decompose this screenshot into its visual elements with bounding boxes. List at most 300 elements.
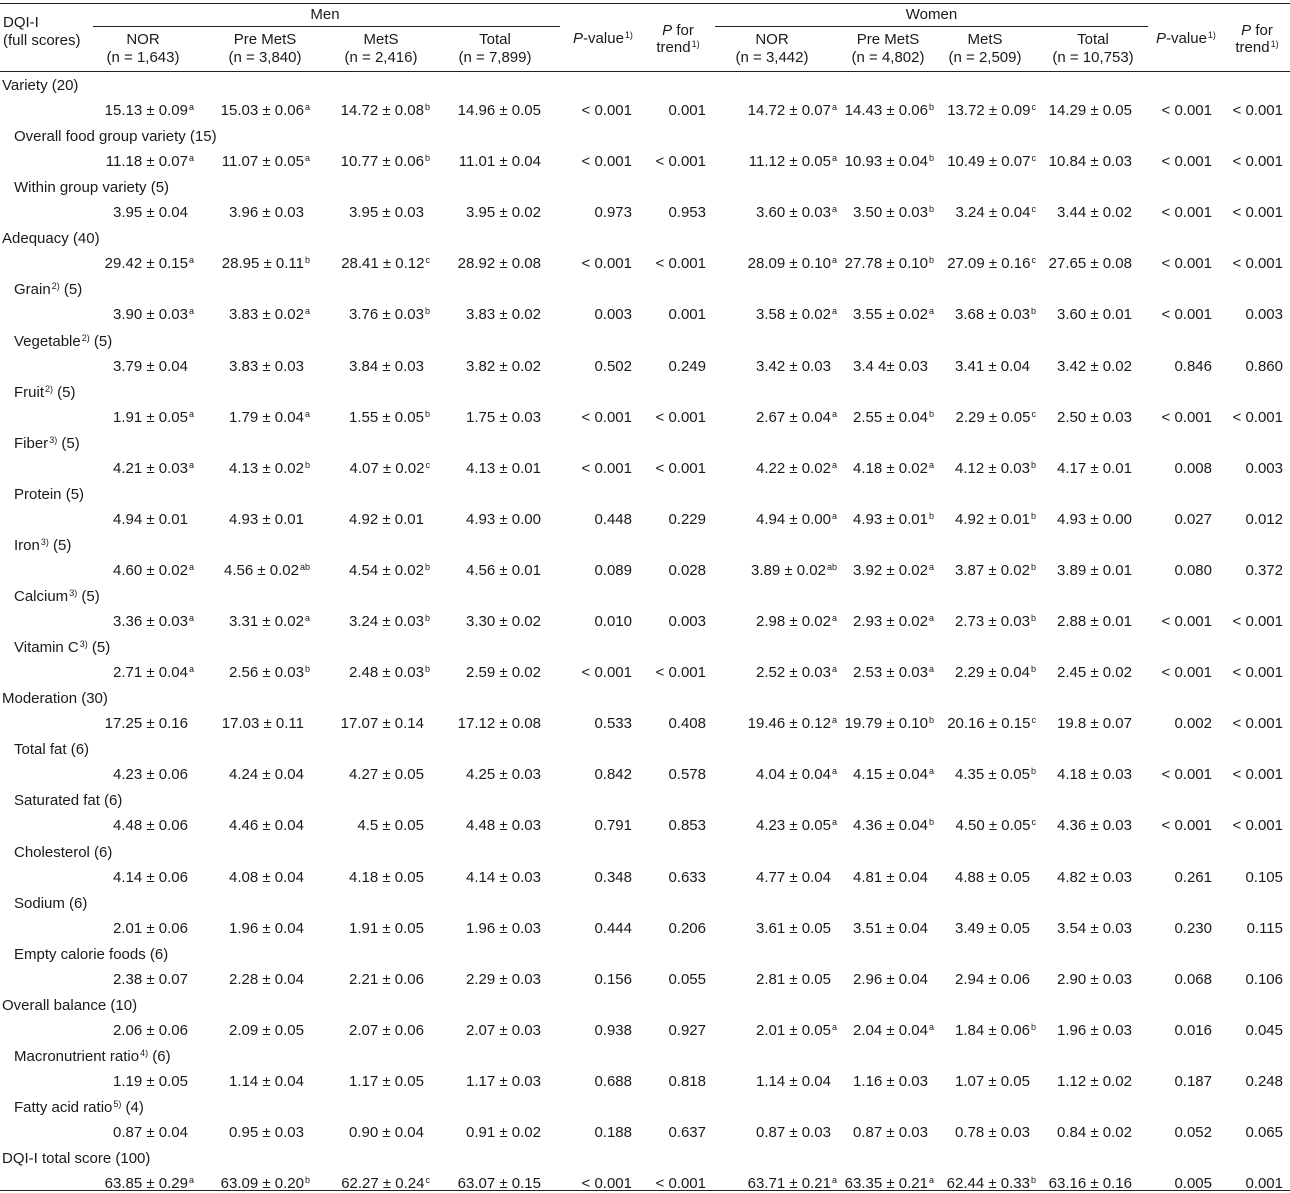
cell-value: 0.87 ± 0.04 xyxy=(113,1124,188,1141)
cell-value: 4.14 ± 0.06 xyxy=(113,869,188,886)
men-value-cell xyxy=(170,920,310,937)
cell-value: 3.58 ± 0.02 xyxy=(756,306,831,323)
cell-value: 63.09 ± 0.20 xyxy=(220,1175,304,1192)
cell-value: 1.07 ± 0.05 xyxy=(955,1073,1030,1090)
men-ptrend-cell: 0.633 xyxy=(668,869,706,886)
row-label-footnote: 2) xyxy=(51,281,60,291)
cell-superscript: b xyxy=(1030,511,1036,521)
row-label-score: (5) xyxy=(48,537,72,554)
cell-value: 15.03 ± 0.06 xyxy=(220,102,304,119)
men-col-header-n: (n = 3,840) xyxy=(228,49,302,66)
row-label-score: (4) xyxy=(121,1099,144,1116)
cell-value: 28.95 ± 0.11 xyxy=(221,255,304,272)
men-pvalue-cell: 0.010 xyxy=(594,613,632,630)
cell-value: 1.91 ± 0.05 xyxy=(349,920,424,937)
row-label-text: Sodium (6) xyxy=(14,895,88,912)
women-ptrend-cell: < 0.001 xyxy=(1232,766,1283,783)
cell-value: 4.24 ± 0.04 xyxy=(229,766,304,783)
row-label-text: Fruit xyxy=(14,384,44,401)
men-col-header-n: (n = 1,643) xyxy=(106,49,180,66)
men-value-cell xyxy=(407,869,547,886)
men-value-cell xyxy=(407,1022,547,1039)
cell-superscript: a xyxy=(831,102,837,112)
cell-value: 4.18 ± 0.02 xyxy=(853,460,928,477)
men-pvalue-cell: 0.533 xyxy=(594,715,632,732)
cell-superscript: c xyxy=(1031,255,1036,265)
cell-value: 1.55 ± 0.05 xyxy=(349,409,424,426)
cell-value: 20.16 ± 0.15 xyxy=(947,715,1031,732)
row-label-text: Iron xyxy=(14,537,40,554)
women-col-header-n: (n = 10,753) xyxy=(1052,49,1134,66)
row-label-text: Overall food group variety (15) xyxy=(14,128,217,145)
row-label-text: Overall balance (10) xyxy=(2,997,138,1014)
cell-value: 4.54 ± 0.02 xyxy=(349,562,424,579)
men-ptrend-cell: 0.028 xyxy=(668,562,706,579)
men-col-header-n: (n = 2,416) xyxy=(344,49,418,66)
cell-superscript: a xyxy=(831,255,837,265)
cell-value: 4.50 ± 0.05 xyxy=(955,817,1031,834)
row-label-score: (6) xyxy=(148,1048,171,1065)
cell-value: 11.07 ± 0.05 xyxy=(221,153,304,170)
row-label xyxy=(2,77,78,94)
women-pvalue-cell: 0.261 xyxy=(1174,869,1212,886)
women-ptrend-cell: 0.003 xyxy=(1245,306,1283,323)
men-value-cell xyxy=(170,306,310,323)
men-value-cell xyxy=(407,409,547,426)
men-pvalue-cell: 0.348 xyxy=(594,869,632,886)
men-value-cell xyxy=(407,102,547,119)
cell-superscript: b xyxy=(1030,562,1036,572)
cell-value: 4.46 ± 0.04 xyxy=(229,817,304,834)
women-value-cell xyxy=(998,306,1138,323)
cell-value: 0.87 ± 0.03 xyxy=(853,1124,928,1141)
cell-superscript: a xyxy=(188,102,194,112)
men-pvalue-cell: < 0.001 xyxy=(581,460,632,477)
cell-value: 3.79 ± 0.04 xyxy=(113,358,188,375)
row-label-text: Moderation (30) xyxy=(2,690,108,707)
cell-value: 2.45 ± 0.02 xyxy=(1057,664,1132,681)
cell-value: 4.94 ± 0.00 xyxy=(756,511,831,528)
cell-value: 4.27 ± 0.05 xyxy=(349,766,424,783)
cell-superscript: b xyxy=(304,664,310,674)
women-col-header-n: (n = 2,509) xyxy=(948,49,1022,66)
women-ptrend-cell: < 0.001 xyxy=(1232,817,1283,834)
women-value-cell xyxy=(998,1022,1138,1039)
cell-value: 1.12 ± 0.02 xyxy=(1057,1073,1132,1090)
cell-superscript: a xyxy=(831,204,837,214)
women-pvalue-cell: 0.068 xyxy=(1174,971,1212,988)
cell-value: 3.36 ± 0.03 xyxy=(113,613,188,630)
cell-value: 3.83 ± 0.02 xyxy=(466,306,541,323)
cell-value: 3.24 ± 0.03 xyxy=(349,613,424,630)
cell-value: 2.98 ± 0.02 xyxy=(756,613,831,630)
men-value-cell xyxy=(170,613,310,630)
men-value-cell xyxy=(407,971,547,988)
women-pvalue-cell: < 0.001 xyxy=(1161,102,1212,119)
cell-value: 11.12 ± 0.05 xyxy=(748,153,831,170)
cell-value: 1.16 ± 0.03 xyxy=(853,1073,928,1090)
cell-superscript: a xyxy=(831,817,837,827)
row-label xyxy=(14,588,100,605)
cell-value: 11.18 ± 0.07 xyxy=(105,153,188,170)
women-pvalue-cell: < 0.001 xyxy=(1161,817,1212,834)
men-ptrend-cell: 0.003 xyxy=(668,613,706,630)
cell-value: 4.56 ± 0.02 xyxy=(224,562,299,579)
women-ptrend-cell: < 0.001 xyxy=(1232,102,1283,119)
cell-superscript: a xyxy=(188,460,194,470)
men-value-cell xyxy=(170,358,310,375)
cell-value: 13.72 ± 0.09 xyxy=(947,102,1031,119)
header-bottom-rule xyxy=(0,71,1290,72)
cell-value: 4.82 ± 0.03 xyxy=(1057,869,1132,886)
cell-value: 14.96 ± 0.05 xyxy=(457,102,541,119)
cell-value: 3.96 ± 0.03 xyxy=(229,204,304,221)
cell-value: 4.15 ± 0.04 xyxy=(853,766,928,783)
women-pvalue-cell: 0.002 xyxy=(1174,715,1212,732)
women-value-cell xyxy=(998,715,1138,732)
cell-value: 4.13 ± 0.02 xyxy=(229,460,304,477)
row-label-text: DQI-I total score (100) xyxy=(2,1150,151,1167)
cell-superscript: a xyxy=(188,562,194,572)
women-value-cell xyxy=(998,817,1138,834)
row-label-text: Vitamin C xyxy=(14,639,79,656)
women-ptrend-cell: 0.003 xyxy=(1245,460,1283,477)
cell-value: 17.03 ± 0.11 xyxy=(221,715,304,732)
row-label-text: Empty calorie foods (6) xyxy=(14,946,169,963)
cell-value: 19.8 ± 0.07 xyxy=(1057,715,1132,732)
cell-value: 28.41 ± 0.12 xyxy=(341,255,425,272)
women-value-cell xyxy=(998,971,1138,988)
men-value-cell xyxy=(407,715,547,732)
men-value-cell xyxy=(407,613,547,630)
men-ptrend-cell: 0.953 xyxy=(668,204,706,221)
women-value-cell xyxy=(998,613,1138,630)
row-label xyxy=(14,1099,144,1116)
men-value-cell xyxy=(170,1073,310,1090)
cell-value: 14.72 ± 0.07 xyxy=(747,102,831,119)
cell-value: 1.96 ± 0.03 xyxy=(466,920,541,937)
women-ptrend-header-line1: P for xyxy=(1241,22,1273,39)
women-ptrend-cell: < 0.001 xyxy=(1232,153,1283,170)
men-ptrend-cell: 0.637 xyxy=(668,1124,706,1141)
women-ptrend-cell: 0.372 xyxy=(1245,562,1283,579)
row-label-footnote: 3) xyxy=(69,588,78,598)
men-ptrend-cell: 0.818 xyxy=(668,1073,706,1090)
row-label xyxy=(14,895,87,912)
cell-value: 27.65 ± 0.08 xyxy=(1048,255,1132,272)
cell-superscript: a xyxy=(188,409,194,419)
cell-value: 3.60 ± 0.03 xyxy=(756,204,831,221)
cell-value: 2.59 ± 0.02 xyxy=(466,664,541,681)
cell-value: 4.93 ± 0.01 xyxy=(229,511,304,528)
women-ptrend-cell: 0.105 xyxy=(1245,869,1283,886)
cell-superscript: b xyxy=(1030,1022,1036,1032)
men-pvalue-cell: 0.791 xyxy=(594,817,632,834)
women-pvalue-cell: < 0.001 xyxy=(1161,613,1212,630)
cell-value: 2.07 ± 0.06 xyxy=(349,1022,424,1039)
row-label xyxy=(14,128,217,145)
cell-value: 3.68 ± 0.03 xyxy=(955,306,1030,323)
men-ptrend-cell: < 0.001 xyxy=(655,153,706,170)
women-pvalue-cell: 0.005 xyxy=(1174,1175,1212,1192)
cell-value: 4.60 ± 0.02 xyxy=(113,562,188,579)
cell-value: 2.21 ± 0.06 xyxy=(349,971,424,988)
cell-value: 1.17 ± 0.03 xyxy=(466,1073,541,1090)
cell-superscript: a xyxy=(188,153,194,163)
cell-value: 2.88 ± 0.01 xyxy=(1057,613,1132,630)
men-value-cell xyxy=(170,715,310,732)
cell-value: 4.14 ± 0.03 xyxy=(466,869,541,886)
cell-value: 1.14 ± 0.04 xyxy=(229,1073,304,1090)
women-pvalue-cell: 0.080 xyxy=(1174,562,1212,579)
cell-value: 4.08 ± 0.04 xyxy=(229,869,304,886)
cell-value: 2.52 ± 0.03 xyxy=(756,664,831,681)
men-pvalue-cell: 0.688 xyxy=(594,1073,632,1090)
cell-value: 17.25 ± 0.16 xyxy=(104,715,188,732)
men-pvalue-cell: < 0.001 xyxy=(581,664,632,681)
cell-superscript: c xyxy=(1031,102,1036,112)
cell-value: 4.04 ± 0.04 xyxy=(756,766,831,783)
cell-superscript: a xyxy=(188,664,194,674)
cell-value: 4.48 ± 0.06 xyxy=(113,817,188,834)
men-pvalue-cell: 0.188 xyxy=(594,1124,632,1141)
cell-value: 14.43 ± 0.06 xyxy=(844,102,928,119)
cell-value: 19.46 ± 0.12 xyxy=(747,715,831,732)
cell-value: 4.21 ± 0.03 xyxy=(113,460,188,477)
cell-superscript: a xyxy=(928,562,934,572)
men-value-cell xyxy=(170,869,310,886)
men-value-cell xyxy=(170,1124,310,1141)
men-ptrend-cell: < 0.001 xyxy=(655,1175,706,1192)
cell-value: 2.50 ± 0.03 xyxy=(1057,409,1132,426)
cell-value: 1.19 ± 0.05 xyxy=(113,1073,188,1090)
cell-superscript: b xyxy=(424,409,430,419)
men-pvalue-cell: < 0.001 xyxy=(581,409,632,426)
men-ptrend-cell: < 0.001 xyxy=(655,460,706,477)
men-value-cell xyxy=(170,1022,310,1039)
men-ptrend-cell: 0.206 xyxy=(668,920,706,937)
women-value-cell xyxy=(998,409,1138,426)
men-pvalue-header: P-value$^{1)}$ xyxy=(573,30,633,47)
cell-value: 4.48 ± 0.03 xyxy=(466,817,541,834)
women-col-header-name: NOR xyxy=(755,31,789,48)
cell-value: 4.07 ± 0.02 xyxy=(349,460,425,477)
cell-superscript: a xyxy=(304,153,310,163)
cell-value: 3.90 ± 0.03 xyxy=(113,306,188,323)
women-value-cell xyxy=(998,511,1138,528)
men-value-cell xyxy=(170,766,310,783)
cell-value: 3.30 ± 0.02 xyxy=(466,613,541,630)
men-ptrend-cell: < 0.001 xyxy=(655,409,706,426)
cell-value: 3.49 ± 0.05 xyxy=(955,920,1030,937)
men-ptrend-cell: < 0.001 xyxy=(655,255,706,272)
women-ptrend-cell: < 0.001 xyxy=(1232,613,1283,630)
cell-superscript: b xyxy=(424,306,430,316)
cell-value: 3.82 ± 0.02 xyxy=(466,358,541,375)
men-value-cell xyxy=(170,255,310,272)
cell-value: 1.79 ± 0.04 xyxy=(229,409,304,426)
row-label-text: Within group variety (5) xyxy=(14,179,170,196)
cell-value: 4.35 ± 0.05 xyxy=(955,766,1030,783)
women-pvalue-cell: 0.846 xyxy=(1174,358,1212,375)
cell-value: 1.84 ± 0.06 xyxy=(955,1022,1030,1039)
men-pvalue-cell: < 0.001 xyxy=(581,1175,632,1192)
women-pvalue-cell: 0.008 xyxy=(1174,460,1212,477)
women-value-cell xyxy=(998,766,1138,783)
cell-value: 2.71 ± 0.04 xyxy=(113,664,188,681)
women-value-cell xyxy=(998,562,1138,579)
cell-value: 10.93 ± 0.04 xyxy=(844,153,928,170)
cell-value: 63.71 ± 0.21 xyxy=(747,1175,831,1192)
men-ptrend-cell: 0.408 xyxy=(668,715,706,732)
cell-superscript: a xyxy=(304,409,310,419)
cell-superscript: b xyxy=(928,255,934,265)
cell-value: 27.78 ± 0.10 xyxy=(844,255,928,272)
cell-superscript: b xyxy=(1030,613,1036,623)
men-ptrend-header-line1: P for xyxy=(662,22,694,39)
men-pvalue-cell: < 0.001 xyxy=(581,255,632,272)
cell-value: 2.94 ± 0.06 xyxy=(955,971,1030,988)
women-value-cell xyxy=(998,255,1138,272)
men-value-cell xyxy=(170,817,310,834)
cell-superscript: a xyxy=(928,1022,934,1032)
cell-value: 3.61 ± 0.05 xyxy=(756,920,831,937)
cell-superscript: a xyxy=(188,306,194,316)
row-label xyxy=(14,792,122,809)
row-label xyxy=(14,639,110,656)
cell-value: 2.55 ± 0.04 xyxy=(853,409,928,426)
men-value-cell xyxy=(170,153,310,170)
men-pvalue-cell: 0.842 xyxy=(594,766,632,783)
men-pvalue-cell: 0.444 xyxy=(594,920,632,937)
cell-superscript: a xyxy=(831,766,837,776)
men-value-cell xyxy=(407,204,547,221)
cell-superscript: a xyxy=(831,715,837,725)
women-ptrend-header-line2: trend$^{1)}$ xyxy=(1235,39,1279,56)
men-ptrend-cell: 0.927 xyxy=(668,1022,706,1039)
cell-value: 62.44 ± 0.33 xyxy=(946,1175,1030,1192)
cell-value: 3.60 ± 0.01 xyxy=(1057,306,1132,323)
cell-value: 4.25 ± 0.03 xyxy=(466,766,541,783)
women-pvalue-cell: < 0.001 xyxy=(1161,153,1212,170)
cell-value: 28.92 ± 0.08 xyxy=(457,255,541,272)
cell-value: 11.01 ± 0.04 xyxy=(458,153,541,170)
men-value-cell xyxy=(170,460,310,477)
men-ptrend-cell: < 0.001 xyxy=(655,664,706,681)
cell-superscript: a xyxy=(928,766,934,776)
cell-superscript: c xyxy=(1031,715,1036,725)
men-ptrend-header-line2: trend$^{1)}$ xyxy=(656,39,700,56)
women-value-cell xyxy=(998,204,1138,221)
cell-value: 3.89 ± 0.01 xyxy=(1057,562,1132,579)
cell-value: 4.36 ± 0.04 xyxy=(853,817,928,834)
cell-value: 2.06 ± 0.06 xyxy=(113,1022,188,1039)
cell-superscript: a xyxy=(304,613,310,623)
women-ptrend-cell: 0.115 xyxy=(1246,920,1283,937)
women-value-cell xyxy=(998,102,1138,119)
cell-value: 3.54 ± 0.03 xyxy=(1057,920,1132,937)
cell-value: 2.29 ± 0.05 xyxy=(955,409,1031,426)
row-label-footnote: 3) xyxy=(40,537,49,547)
men-value-cell xyxy=(407,153,547,170)
row-label xyxy=(14,946,168,963)
cell-value: 4.92 ± 0.01 xyxy=(349,511,424,528)
row-label-score: (5) xyxy=(89,333,113,350)
men-col-header-name: Pre MetS xyxy=(233,31,297,48)
cell-value: 2.96 ± 0.04 xyxy=(853,971,928,988)
cell-value: 0.78 ± 0.03 xyxy=(955,1124,1030,1141)
cell-value: 28.09 ± 0.10 xyxy=(747,255,831,272)
women-value-cell xyxy=(998,869,1138,886)
women-value-cell xyxy=(998,358,1138,375)
cell-value: 2.93 ± 0.02 xyxy=(853,613,928,630)
men-value-cell xyxy=(407,460,547,477)
women-group-rule xyxy=(715,26,1148,27)
women-ptrend-cell: < 0.001 xyxy=(1232,715,1283,732)
row-label-score: (5) xyxy=(87,639,111,656)
men-ptrend-cell: 0.001 xyxy=(668,102,706,119)
cell-value: 3.95 ± 0.03 xyxy=(349,204,424,221)
men-value-cell xyxy=(170,511,310,528)
men-ptrend-cell: 0.055 xyxy=(668,971,706,988)
row-label-text: Adequacy (40) xyxy=(2,230,100,247)
cell-superscript: b xyxy=(1030,664,1036,674)
cell-value: 1.96 ± 0.04 xyxy=(229,920,304,937)
men-group-rule xyxy=(93,26,560,27)
row-label xyxy=(14,179,169,196)
men-ptrend-cell: 0.001 xyxy=(668,306,706,323)
row-label-score: (5) xyxy=(59,281,83,298)
cell-superscript: a xyxy=(304,306,310,316)
cell-value: 4.92 ± 0.01 xyxy=(955,511,1030,528)
men-value-cell xyxy=(170,971,310,988)
cell-value: 4.23 ± 0.06 xyxy=(113,766,188,783)
row-label xyxy=(14,844,112,861)
row-label-text: Macronutrient ratio xyxy=(14,1048,140,1065)
cell-value: 3.4 4± 0.03 xyxy=(853,358,928,375)
cell-value: 0.90 ± 0.04 xyxy=(349,1124,424,1141)
cell-superscript: b xyxy=(1030,306,1036,316)
women-ptrend-cell: 0.106 xyxy=(1245,971,1283,988)
men-col-header-n: (n = 7,899) xyxy=(458,49,532,66)
cell-superscript: a xyxy=(188,1175,194,1185)
cell-value: 1.91 ± 0.05 xyxy=(113,409,188,426)
cell-value: 63.85 ± 0.29 xyxy=(104,1175,188,1192)
cell-superscript: b xyxy=(424,664,430,674)
row-label xyxy=(14,384,76,401)
cell-value: 2.28 ± 0.04 xyxy=(229,971,304,988)
women-pvalue-cell: 0.187 xyxy=(1174,1073,1212,1090)
cell-superscript: b xyxy=(424,613,430,623)
cell-superscript: a xyxy=(831,1175,837,1185)
women-col-header-n: (n = 3,442) xyxy=(735,49,809,66)
cell-value: 3.42 ± 0.02 xyxy=(1057,358,1132,375)
cell-value: 63.16 ± 0.16 xyxy=(1048,1175,1132,1192)
women-ptrend-cell: < 0.001 xyxy=(1232,664,1283,681)
cell-superscript: c xyxy=(425,460,430,470)
cell-value: 4.5 ± 0.05 xyxy=(357,817,424,834)
cell-superscript: a xyxy=(928,1175,934,1185)
men-value-cell xyxy=(407,664,547,681)
cell-value: 2.01 ± 0.06 xyxy=(113,920,188,937)
cell-value: 17.12 ± 0.08 xyxy=(457,715,541,732)
cell-value: 10.84 ± 0.03 xyxy=(1048,153,1132,170)
men-value-cell xyxy=(407,920,547,937)
cell-value: 2.38 ± 0.07 xyxy=(113,971,188,988)
cell-superscript: a xyxy=(831,664,837,674)
women-value-cell xyxy=(998,153,1138,170)
row-label-text: Variety (20) xyxy=(2,77,79,94)
